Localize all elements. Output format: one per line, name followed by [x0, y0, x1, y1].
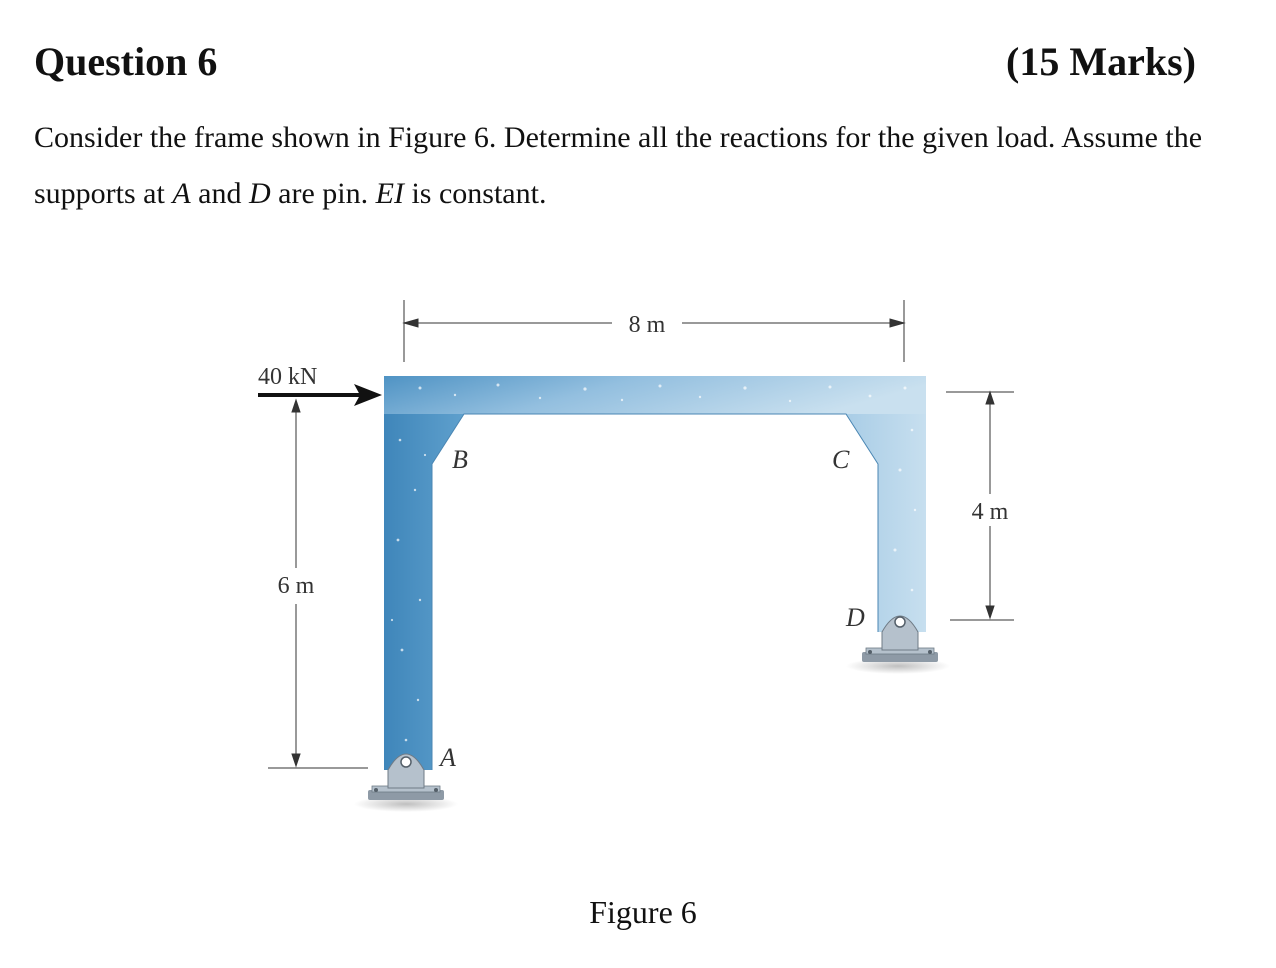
left-height-label: 6 m: [277, 573, 315, 599]
column-cd: [846, 376, 926, 632]
point-a-label: A: [440, 743, 456, 772]
point-d-ref: D: [248, 177, 271, 210]
beam-bc: [384, 376, 926, 414]
figure-caption: Figure 6: [589, 894, 697, 930]
question-marks: (15 Marks): [1006, 39, 1196, 84]
column-ab: [384, 376, 464, 770]
point-b-label: B: [452, 445, 468, 474]
question-text-part1: Consider the frame shown in Figure 6. Determine all the reactions for the given load. Assume the supports at: [34, 121, 1203, 210]
question-text-and: and: [190, 177, 249, 210]
point-a-ref: A: [172, 177, 191, 210]
question-text-part2: are pin.: [270, 177, 376, 210]
question-text-part3: is constant.: [403, 177, 547, 210]
ei-ref: EI: [375, 177, 404, 210]
point-d-label: D: [846, 603, 865, 632]
right-height-label: 4 m: [971, 499, 1009, 525]
load-label: 40 kN: [258, 364, 318, 390]
point-c-label: C: [832, 445, 850, 474]
span-label: 8 m: [628, 312, 666, 338]
concrete-texture: [391, 384, 916, 742]
frame-structure: [384, 376, 926, 770]
question-title: Question 6: [34, 39, 218, 84]
